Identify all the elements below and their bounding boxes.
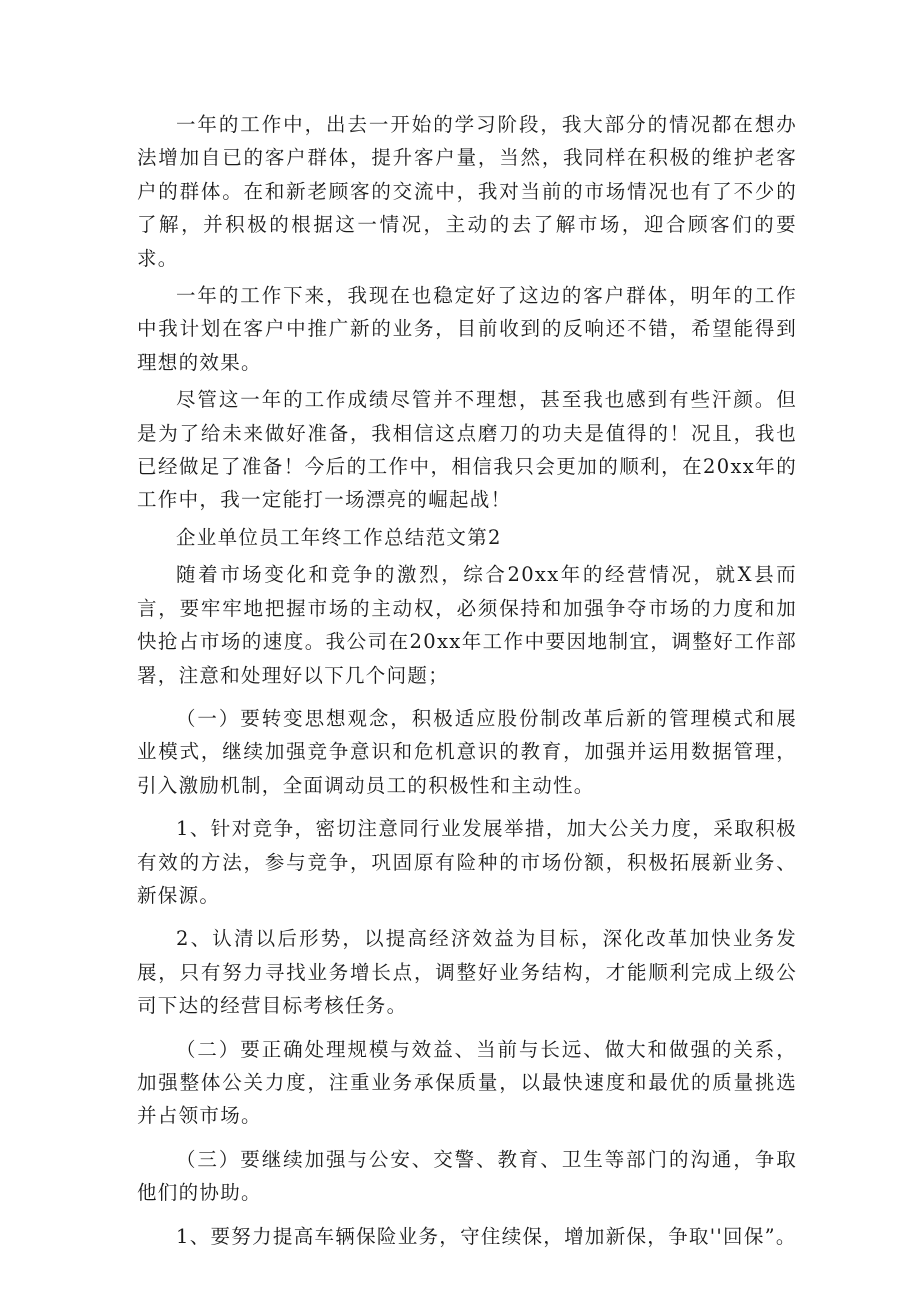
- paragraph-8: （二）要正确处理规模与效益、当前与长远、做大和做强的关系，加强整体公关力度，注重业务承保质量，以最快速度和最优的质量挑选并占领市场。: [137, 1037, 797, 1128]
- section-heading: 企业单位员工年终工作总结范文第2: [176, 525, 502, 549]
- paragraph-2: 一年的工作下来，我现在也稳定好了这边的客户群体，明年的工作中我计划在客户中推广新的业务，目前收到的反响还不错，希望能得到理想的效果。: [137, 284, 797, 374]
- paragraph-5: （一）要转变思想观念，积极适应股份制改革后新的管理模式和展业模式，继续加强竞争意识和危机意识的教育，加强并运用数据管理，引入激励机制，全面调动员工的积极性和主动性。: [137, 706, 797, 797]
- paragraph-10: 1、要努力提高车辆保险业务，守住续保，增加新保，争取''回保”。: [176, 1224, 797, 1248]
- paragraph-9: （三）要继续加强与公安、交警、教育、卫生等部门的沟通，争取他们的协助。: [137, 1147, 797, 1205]
- paragraph-6: 1、针对竞争，密切注意同行业发展举措，加大公关力度，采取积极有效的方法，参与竞争，巩固原有险种的市场份额，积极拓展新业务、新保源。: [137, 817, 797, 907]
- paragraph-3: 尽管这一年的工作成绩尽管并不理想，甚至我也感到有些汗颜。但是为了给未来做好准备，我相信这点磨刀的功夫是值得的！况且，我也已经做足了准备！今后的工作中，相信我只会更加的顺利，在20xx年的工作中，我一定能打一场漂亮的崛起战！: [137, 388, 797, 512]
- paragraph-4: 随着市场变化和竞争的激烈，综合20xx年的经营情况，就X县而言，要牢牢地把握市场的主动权，必须保持和加强争夺市场的力度和加快抢占市场的速度。我公司在20xx年工作中要因地制宜，调整好工作部署，注意和处理好以下几个问题；: [137, 563, 797, 687]
- paragraph-7: 2、认清以后形势，以提高经济效益为目标，深化改革加快业务发展，只有努力寻找业务增长点，调整好业务结构，才能顺利完成上级公司下达的经营目标考核任务。: [137, 927, 797, 1018]
- paragraph-1: 一年的工作中，出去一开始的学习阶段，我大部分的情况都在想办法增加自已的客户群体，提升客户量，当然，我同样在积极的维护老客户的群体。在和新老顾客的交流中，我对当前的市场情况也有了不少的了解，并积极的根据这一情况，主动的去了解市场，迎合顾客们的要求。: [137, 113, 797, 270]
- document-body: [137, 108, 797, 1257]
